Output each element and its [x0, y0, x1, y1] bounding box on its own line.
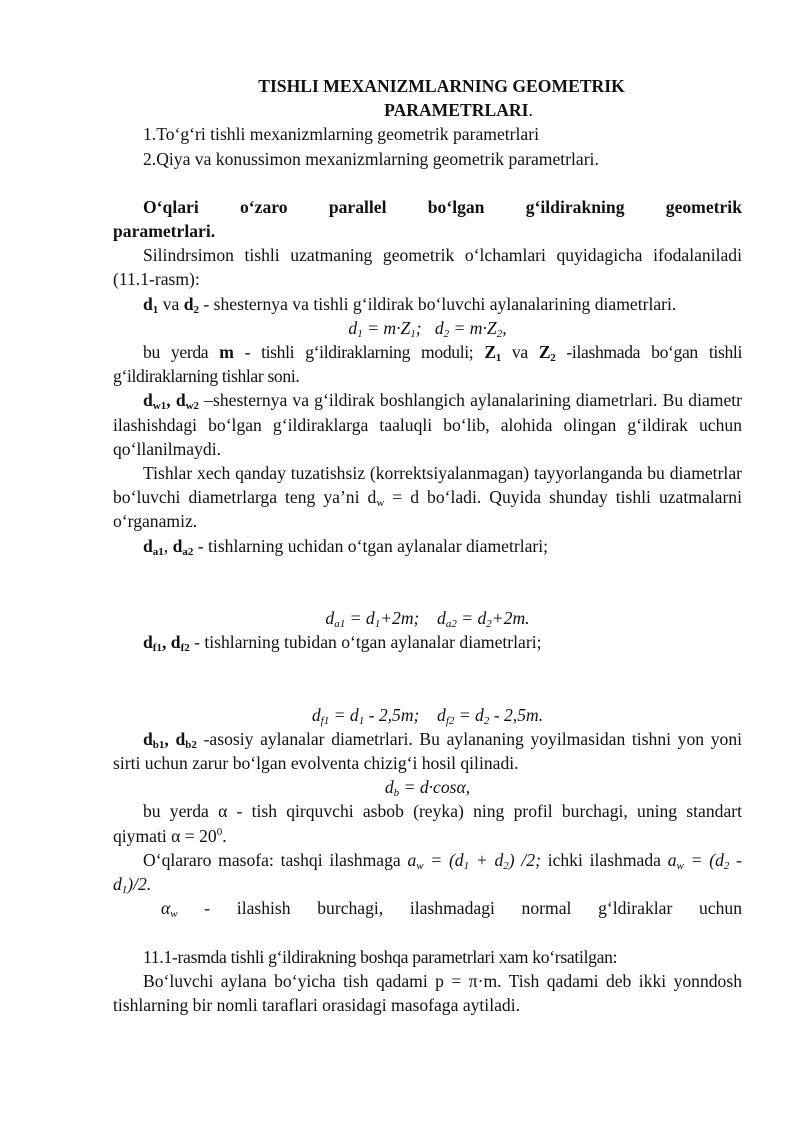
title-line-1: TISHLI MEXANIZMLARNING GEOMETRIK — [258, 76, 625, 96]
document-page — [113, 74, 742, 1017]
center-distance-note: O‘qlararo masofa: tashqi ilashmaga $a_w = (d_1 + d_2)$ /2; ichki ilashmada $a_w = (d_2 - d_1)/2$. — [113, 849, 742, 897]
base-diameter-definition: $d_{b1}$, $d_{b2}$ -asosiy aylanalar diametrlari. Bu aylananing yoyilmasidan tishni yon yoni sirti uchun zarur bo‘lgan evolventa chizig‘i hosil qilinadi. — [113, 728, 743, 774]
rolling-diameter-definition: $d_{w1}$, $d_{w2}$ –shesternya va g‘ildirak boshlangich aylanalarining diametrlari. Bu diametr ilashishdagi bo‘lgan g‘ildiraklarga taaluqli bo‘lib, alohida olingan g‘ildirak uchun qo‘llanilmaydi. — [113, 390, 743, 459]
spacer — [113, 171, 742, 195]
uncorrected-gears-note: Tishlar xech qanday tuzatishsiz (korrektsiyalanmagan) tayyorlanganda bu diametrlar bo‘luvchi diametrlarga teng ya’ni $d_w = d$ bo‘ladi. Quyida shunday tishli uzatmalarni o‘rganamiz. — [113, 463, 742, 532]
pitch-diameter-formula: $d_1 = m\cdot Z_1$; $d_2 = m\cdot Z_2$, — [348, 317, 507, 340]
intro-paragraph: Silindrsimon tishli uzatmaning geometrik o‘lchamlari quyidagicha ifodalaniladi (11.1-rasm): — [113, 245, 742, 290]
spacer — [113, 558, 742, 582]
pitch-note: Bo‘luvchi aylana bo‘yicha tish qadami p = π·m. Tish qadami deb ikki yonndosh tishlarning bir nomli taraflari orasidagi masofaga aytiladi. — [113, 970, 742, 1015]
title-line-2: PARAMETRLARI. — [384, 100, 533, 121]
page-title — [113, 74, 742, 122]
spacer — [113, 654, 742, 678]
outline-item-1: 1.To‘g‘ri tishli mexanizmlarning geometrik parametrlari — [143, 124, 539, 145]
pressure-angle-note: bu yerda α - tish qirquvchi asbob (reyka) ning profil burchagi, uning standart qiymati $\alpha = 20^0$. — [113, 801, 742, 846]
root-diameter-definition: $d_{f1}$, $d_{f2}$ - tishlarning tubidan o‘tgan aylanalar diametrlari; — [143, 632, 542, 655]
root-diameter-formula: $d_{f1} = d_1 - 2,5m$; $d_{f2} = d_2 - 2,5m$. — [311, 704, 544, 727]
outline-item-2: 2.Qiya va konussimon mexanizmlarning geometrik parametrlari. — [143, 148, 599, 169]
tip-diameter-definition: $d_{a1}$, $d_{a2}$ - tishlarning uchidan o‘tgan aylanalar diametrlari; — [143, 535, 549, 558]
tip-diameter-formula: $d_{a1} = d_1+2m$; $d_{a2} = d_2+2m$. — [325, 608, 530, 631]
base-diameter-formula: $d_b = d\cdot\cos\alpha$, — [384, 777, 471, 800]
spacer — [113, 921, 742, 945]
figure-note: 11.1-rasmda tishli g‘ildirakning boshqa parametrlari xam ko‘rsatilgan: — [143, 946, 618, 967]
section-heading: O‘qlari o‘zaro parallel bo‘lgan g‘ildirakning geometrik parametrlari. — [113, 196, 742, 242]
module-definition: bu yerda m - tishli g‘ildiraklarning moduli; $Z_1$ va $Z_2$ -ilashmada bo‘gan tishli g‘ildiraklarning tishlar soni. — [113, 342, 742, 387]
pitch-diameter-definition: $d_1$ va $d_2$ - shesternya va tishli g‘ildirak bo‘luvchi aylanalarining diametrlari. — [143, 293, 677, 316]
pressure-angle-w-note: $\alpha_w$ - ilashish burchagi, ilashmadagi normal g‘ldiraklar uchun — [161, 898, 742, 921]
